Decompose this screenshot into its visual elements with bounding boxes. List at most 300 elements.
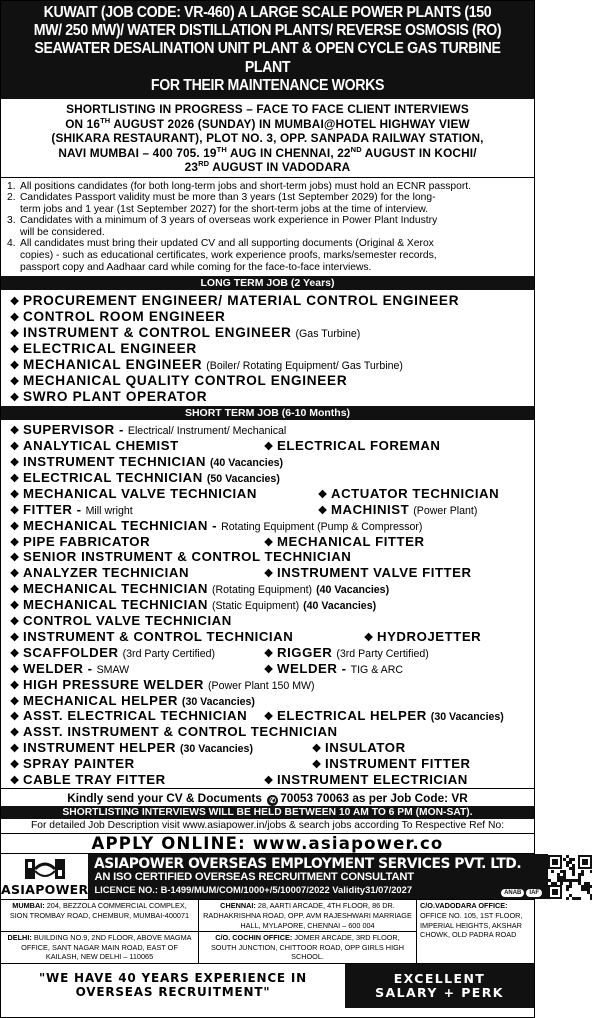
job-detail: (3rd Party Certified) — [336, 647, 429, 660]
qr-module — [566, 888, 569, 891]
certification-badges — [501, 889, 542, 897]
job-detail: (Power Plant 150 MW) — [208, 679, 315, 692]
job-item — [9, 661, 129, 676]
text-fragment: NAVI MUMBAI – 400 705. 19 — [58, 145, 217, 160]
job-title: FITTER - — [23, 501, 82, 517]
job-title: INSTRUMENT VALVE FITTER — [277, 565, 472, 581]
job-row — [9, 341, 528, 357]
diamond-bullet-icon: ❖ — [263, 647, 274, 660]
qr-module — [578, 882, 581, 885]
job-item — [9, 309, 226, 324]
diamond-bullet-icon: ❖ — [9, 376, 20, 389]
diamond-bullet-icon: ❖ — [9, 392, 20, 405]
office-delhi — [1, 932, 199, 964]
diamond-bullet-icon: ❖ — [9, 711, 20, 724]
job-row — [9, 438, 528, 454]
qr-module — [563, 870, 566, 873]
job-item — [9, 470, 280, 485]
long-term-heading: LONG TERM JOB (2 Years) — [1, 276, 534, 290]
notes-list — [1, 177, 534, 277]
qr-module — [569, 882, 572, 885]
qr-module — [572, 858, 575, 861]
quote-line: OVERSEAS RECRUITMENT" — [75, 984, 271, 999]
long-term-job-list — [1, 290, 534, 406]
qr-module — [548, 879, 551, 882]
job-title: MECHANICAL FITTER — [277, 533, 425, 549]
job-row — [9, 357, 528, 373]
diamond-bullet-icon: ❖ — [311, 743, 322, 756]
job-detail: (Rotating Equipment) — [211, 584, 313, 597]
job-row — [9, 692, 528, 708]
job-detail: (Power Plant) — [413, 504, 478, 517]
qr-module — [560, 870, 563, 873]
job-row — [9, 549, 528, 565]
job-title: INSULATOR — [325, 740, 406, 756]
office-address: 28, AARTI ARCADE, 4TH FLOOR, 86 DR. RADHAKRISHNA ROAD, OPP. AVM RAJESHWARI MARRIAGE HALL, MYLAPORE, CHENNAI – 600 004 — [203, 901, 412, 930]
job-item — [9, 325, 360, 340]
job-item — [9, 518, 422, 533]
qr-module — [551, 870, 554, 873]
job-item — [9, 740, 253, 755]
office-label: CHENNAI: — [220, 901, 256, 911]
job-item — [9, 373, 347, 388]
diamond-bullet-icon: ❖ — [263, 441, 274, 454]
job-item — [9, 724, 338, 739]
job-title: SENIOR INSTRUMENT & CONTROL TECHNICIAN — [23, 549, 352, 565]
job-detail: (40 Vacancies) — [209, 457, 284, 470]
job-item — [9, 756, 135, 771]
job-row — [9, 470, 528, 486]
logo-wordmark: ASIAPOWER — [1, 881, 89, 897]
qr-module — [560, 879, 563, 882]
job-title: INSTRUMENT TECHNICIAN — [23, 454, 206, 470]
office-label: C/O. COCHIN OFFICE: — [215, 933, 293, 943]
diamond-bullet-icon: ❖ — [9, 520, 20, 533]
job-title: CABLE TRAY FITTER — [23, 771, 166, 787]
job-detail: (30 Vacancies) — [179, 743, 253, 756]
qr-module — [569, 867, 572, 870]
shortlisting-line: SHORTLISTING IN PROGRESS – FACE TO FACE CLIENT INTERVIEWS — [66, 102, 469, 117]
qr-module — [563, 873, 566, 876]
diamond-bullet-icon: ❖ — [263, 536, 274, 549]
diamond-bullet-icon: ❖ — [363, 631, 374, 644]
job-title: INSTRUMENT & CONTROL TECHNICIAN — [23, 628, 294, 644]
diamond-bullet-icon: ❖ — [9, 360, 20, 373]
job-item — [263, 645, 429, 660]
job-title: INSTRUMENT HELPER — [23, 740, 176, 756]
job-title: MECHANICAL VALVE TECHNICIAN — [23, 485, 257, 501]
job-title: HYDROJETTER — [377, 628, 482, 644]
superscript: RD — [198, 159, 210, 169]
job-vacancies: (40 Vacancies) — [316, 584, 390, 597]
job-title: MECHANICAL TECHNICIAN - — [23, 517, 218, 533]
job-detail: Electrical/ Instrument/ Mechanical — [127, 425, 287, 438]
job-row — [9, 708, 528, 724]
diamond-bullet-icon: ❖ — [9, 663, 20, 676]
qr-module — [578, 876, 581, 879]
job-row — [9, 756, 528, 772]
office-address: OFFICE NO. 105, 1ST FLOOR, IMPERIAL HEIGHTS, AKSHAR CHOWK, OLD PADRA ROAD — [420, 911, 523, 940]
note-line: Candidates Passport validity must be more than 3 years (1st September 2029) for the long- — [20, 192, 436, 204]
job-item — [9, 613, 232, 628]
diamond-bullet-icon: ❖ — [9, 457, 20, 470]
qr-module — [581, 870, 584, 873]
job-item — [9, 438, 179, 453]
text-fragment: AUGUST IN KOCHI/ — [361, 145, 477, 160]
qr-module — [566, 885, 569, 888]
qr-module — [575, 879, 578, 882]
note-line: term jobs and 1 year (1st September 2027) for the short-term jobs at the time of interview. — [20, 203, 429, 215]
job-title: ELECTRICAL ENGINEER — [23, 341, 197, 357]
diamond-bullet-icon: ❖ — [9, 727, 20, 740]
diamond-bullet-icon: ❖ — [9, 647, 20, 660]
company-band — [88, 854, 548, 899]
licence-number: LICENCE NO.: B-1499/MUM/COM/1000+/5/10007/2022 Validity31/07/2027 — [94, 884, 413, 896]
salary-line: SALARY + PERK — [375, 984, 504, 1000]
qr-code-icon — [548, 855, 592, 899]
diamond-bullet-icon: ❖ — [9, 584, 20, 597]
job-title: INSTRUMENT FITTER — [325, 756, 471, 772]
job-item — [263, 534, 425, 549]
note-line: will be considered. — [20, 226, 105, 238]
note-line: Candidates with a minimum of 3 years of overseas work experience in Power Plant Industry — [20, 215, 438, 227]
job-detail: (3rd Party Certified) — [122, 647, 216, 660]
qr-module — [566, 879, 569, 882]
qr-module — [557, 873, 560, 876]
job-title: RIGGER — [277, 644, 333, 660]
job-item — [9, 677, 315, 692]
superscript: TH — [100, 115, 111, 125]
job-title: ELECTRICAL FOREMAN — [277, 438, 441, 454]
job-row — [9, 533, 528, 549]
office-vadodara — [417, 900, 534, 964]
job-item — [9, 549, 351, 564]
qr-module — [560, 876, 563, 879]
text-fragment: ON 16 — [65, 116, 101, 131]
job-item — [263, 438, 441, 453]
note-item — [7, 238, 528, 273]
short-term-heading: SHORT TERM JOB (6-10 Months) — [1, 406, 534, 420]
job-item — [9, 581, 389, 596]
job-row — [9, 373, 528, 389]
qr-module — [575, 897, 578, 900]
send-cv-line — [1, 789, 534, 806]
job-item — [317, 486, 499, 501]
job-row — [9, 517, 528, 533]
job-detail: (30 Vacancies) — [430, 711, 504, 724]
job-title: SCAFFOLDER — [23, 644, 119, 660]
diamond-bullet-icon: ❖ — [317, 488, 328, 501]
note-number: 3. — [7, 215, 16, 227]
shortlisting-line — [5, 146, 530, 161]
job-row — [9, 613, 528, 629]
job-row — [9, 308, 528, 324]
header-line: MW/ 250 MW)/ WATER DISTILLATION PLANTS/ REVERSE OSMOSIS (RO) — [33, 22, 502, 40]
qr-module — [587, 888, 590, 891]
qr-module — [552, 889, 558, 895]
job-detail: (Boiler/ Rotating Equipment/ Gas Turbine) — [206, 360, 403, 373]
whatsapp-icon: ✆ — [267, 795, 278, 806]
diamond-bullet-icon: ❖ — [263, 568, 274, 581]
job-row — [9, 292, 528, 308]
qr-module — [552, 859, 558, 865]
office-address: BUILDING NO.9, 2ND FLOOR, ABOVE MAGMA OFFICE, SANT NAGAR MAIN ROAD, EAST OF KAILASH, NEW DELHI – 110065 — [21, 933, 192, 962]
company-logo — [1, 854, 88, 899]
qr-module — [566, 897, 569, 900]
diamond-bullet-icon: ❖ — [263, 774, 274, 787]
company-name: ASIAPOWER OVERSEAS EMPLOYMENT SERVICES PVT. LTD. — [94, 855, 522, 873]
diamond-bullet-icon: ❖ — [9, 774, 20, 787]
job-title: ASST. INSTRUMENT & CONTROL TECHNICIAN — [23, 724, 338, 740]
job-row — [9, 581, 528, 597]
qr-module — [557, 876, 560, 879]
job-title: SWRO PLANT OPERATOR — [23, 389, 208, 405]
header-line: SEAWATER DESALINATION UNIT PLANT & OPEN CYCLE GAS TURBINE PLANT — [34, 40, 501, 76]
job-item — [9, 534, 150, 549]
whatsapp-number[interactable]: 70053 70063 as per Job Code: VR — [280, 791, 468, 806]
job-item — [9, 708, 247, 723]
shortlisting-line: (SHIKARA RESTAURANT), PLOT NO. 3, OPP. SANPADA RAILWAY STATION, — [51, 131, 484, 146]
qr-module — [569, 894, 572, 897]
iaf-badge: IAF — [526, 889, 542, 897]
qr-module — [572, 864, 575, 867]
job-row — [9, 597, 528, 613]
job-item — [9, 629, 293, 644]
job-detail: (50 Vacancies) — [206, 473, 280, 486]
quote-line: "WE HAVE 40 YEARS EXPERIENCE IN — [38, 971, 308, 986]
job-title: PROCUREMENT ENGINEER/ MATERIAL CONTROL ENGINEER — [23, 292, 460, 308]
job-row — [9, 422, 528, 438]
job-item — [311, 740, 406, 755]
diamond-bullet-icon: ❖ — [9, 536, 20, 549]
qr-module — [563, 876, 566, 879]
qr-module — [587, 882, 590, 885]
qr-module — [566, 861, 569, 864]
job-title: CONTROL ROOM ENGINEER — [23, 308, 226, 324]
job-item — [317, 502, 477, 517]
diamond-bullet-icon: ❖ — [9, 344, 20, 357]
note-number: 1. — [7, 180, 16, 192]
job-title: MACHINIST — [331, 501, 410, 517]
job-item — [9, 486, 257, 501]
qr-module — [563, 858, 566, 861]
header-line: KUWAIT (JOB CODE: VR-460) A LARGE SCALE POWER PLANTS (150 — [43, 4, 492, 21]
send-cv-text: Kindly send your CV & Documents — [67, 791, 262, 806]
job-title: HIGH PRESSURE WELDER — [23, 676, 204, 692]
job-row — [9, 629, 528, 645]
qr-module — [569, 858, 572, 861]
job-title: MECHANICAL TECHNICIAN — [23, 581, 208, 597]
office-address: JOMER ARCADE, 3RD FLOOR, SOUTH JUNCTION, CHITTOOR ROAD, OPP GIRLS HIGH SCHOOL. — [210, 933, 405, 962]
qr-module — [587, 891, 590, 894]
job-detail: Rotating Equipment (Pump & Compressor) — [221, 520, 423, 533]
note-text — [20, 238, 437, 273]
job-title: INSTRUMENT & CONTROL ENGINEER — [23, 325, 292, 340]
company-tagline: AN ISO CERTIFIED OVERSEAS RECRUITMENT CONSULTANT — [94, 871, 414, 884]
job-detail: (30 Vacancies) — [181, 695, 255, 708]
qr-module — [569, 879, 572, 882]
job-title: MECHANICAL ENGINEER — [23, 357, 203, 373]
job-row — [9, 660, 528, 676]
qr-module — [572, 867, 575, 870]
footer — [1, 964, 534, 1008]
job-title: SPRAY PAINTER — [23, 756, 135, 772]
diamond-bullet-icon: ❖ — [9, 295, 20, 308]
qr-module — [581, 888, 584, 891]
job-item — [263, 772, 468, 787]
note-text — [20, 181, 471, 193]
diamond-bullet-icon: ❖ — [263, 663, 274, 676]
job-row — [9, 565, 528, 581]
diamond-bullet-icon: ❖ — [311, 759, 322, 772]
job-title: MECHANICAL TECHNICIAN — [23, 597, 208, 613]
qr-module — [572, 870, 575, 873]
qr-module — [563, 879, 566, 882]
diamond-bullet-icon: ❖ — [9, 441, 20, 454]
job-row — [9, 389, 528, 405]
job-title: WELDER - — [23, 660, 93, 676]
note-number: 2. — [7, 192, 16, 204]
job-description-link[interactable]: For detailed Job Description visit www.asiapower.in/jobs & search jobs according To Respective Ref No: — [1, 819, 534, 834]
qr-module — [581, 873, 584, 876]
job-title: CONTROL VALVE TECHNICIAN — [23, 613, 232, 629]
office-chennai — [199, 900, 417, 932]
job-detail: Mill wright — [85, 504, 133, 517]
diamond-bullet-icon: ❖ — [9, 759, 20, 772]
qr-module — [578, 873, 581, 876]
diamond-bullet-icon: ❖ — [9, 600, 20, 613]
qr-code[interactable] — [548, 854, 592, 899]
note-item — [7, 192, 528, 215]
job-title: WELDER - — [277, 660, 347, 676]
note-line: All positions candidates (for both long-term jobs and short-term jobs) must hold an ECNR passport. — [20, 180, 471, 192]
office-label: MUMBAI: — [12, 901, 45, 911]
job-item — [9, 502, 133, 517]
job-row — [9, 724, 528, 740]
header-line: FOR THEIR MAINTENANCE WORKS — [150, 76, 385, 94]
qr-module — [587, 885, 590, 888]
qr-module — [578, 897, 581, 900]
qr-module — [582, 859, 588, 865]
job-title: SUPERVISOR - — [23, 422, 124, 438]
job-detail: SMAW — [96, 663, 130, 676]
diamond-bullet-icon: ❖ — [9, 631, 20, 644]
note-item — [7, 181, 528, 193]
diamond-bullet-icon: ❖ — [9, 328, 20, 340]
asiapower-logo-icon — [23, 857, 67, 881]
company-block — [1, 854, 540, 900]
qr-module — [581, 885, 584, 888]
superscript: TH — [216, 144, 227, 154]
office-addresses — [1, 900, 534, 964]
job-item — [9, 693, 255, 708]
job-title: PIPE FABRICATOR — [23, 533, 151, 549]
job-item — [263, 661, 403, 676]
qr-module — [584, 888, 587, 891]
apply-online-link[interactable]: APPLY ONLINE: www.asiapower.co — [1, 834, 534, 854]
qr-module — [584, 882, 587, 885]
qr-module — [569, 885, 572, 888]
job-item — [9, 772, 166, 787]
job-item — [9, 454, 283, 469]
experience-quote — [1, 964, 345, 1008]
job-row — [9, 644, 528, 660]
job-title: ACTUATOR TECHNICIAN — [331, 485, 500, 501]
job-item — [263, 708, 504, 723]
job-item — [311, 756, 471, 771]
job-item — [263, 565, 472, 580]
note-text — [20, 215, 437, 238]
qr-module — [569, 861, 572, 864]
diamond-bullet-icon: ❖ — [9, 473, 20, 486]
job-item — [9, 645, 215, 660]
note-line: copies) - such as educational certificates, work experience proofs, marks/semester records, — [20, 250, 437, 262]
shortlisting-line — [5, 117, 530, 132]
qr-module — [566, 864, 569, 867]
note-text — [20, 192, 436, 215]
diamond-bullet-icon: ❖ — [263, 711, 274, 724]
note-item — [7, 215, 528, 238]
job-item — [363, 629, 481, 644]
job-title: ELECTRICAL HELPER — [277, 708, 427, 724]
header-banner — [1, 1, 534, 99]
diamond-bullet-icon: ❖ — [9, 425, 20, 438]
salary-line: EXCELLENT — [393, 970, 486, 986]
qr-module — [584, 885, 587, 888]
office-mumbai — [1, 900, 199, 932]
job-row — [9, 740, 528, 756]
text-fragment: AUGUST IN VADODARA — [209, 160, 351, 175]
text-fragment: AUGUST 2026 (SUNDAY) IN MUMBAI@HOTEL HIGHWAY VIEW — [110, 116, 470, 131]
job-title: ANALYZER TECHNICIAN — [23, 565, 190, 581]
job-item — [9, 357, 403, 372]
qr-module — [572, 873, 575, 876]
qr-module — [578, 879, 581, 882]
note-number: 4. — [7, 238, 16, 250]
job-title: INSTRUMENT ELECTRICIAN — [277, 771, 468, 787]
shortlisting-line — [5, 160, 530, 175]
text-fragment: AUG IN CHENNAI, 22 — [226, 145, 351, 160]
office-cochin — [199, 932, 417, 964]
job-row — [9, 485, 528, 501]
qr-module — [566, 855, 569, 858]
office-label: C/O.VADODARA OFFICE: — [420, 901, 508, 911]
job-vacancies: (40 Vacancies) — [303, 600, 377, 613]
anab-badge: ANAB — [501, 889, 524, 897]
qr-module — [572, 897, 575, 900]
diamond-bullet-icon: ❖ — [9, 616, 20, 629]
office-label: DELHI: — [7, 933, 32, 943]
job-row — [9, 454, 528, 470]
diamond-bullet-icon: ❖ — [9, 504, 20, 517]
job-title: ANALYTICAL CHEMIST — [23, 438, 179, 454]
diamond-bullet-icon: ❖ — [9, 695, 20, 708]
job-row — [9, 772, 528, 788]
qr-module — [557, 879, 560, 882]
call-to-action — [1, 788, 534, 854]
qr-module — [560, 882, 563, 885]
diamond-bullet-icon: ❖ — [9, 552, 20, 565]
diamond-bullet-icon: ❖ — [317, 504, 328, 517]
job-item — [9, 341, 197, 356]
job-row — [9, 501, 528, 517]
qr-module — [554, 882, 557, 885]
job-item — [9, 389, 207, 404]
note-line: All candidates must bring their updated CV and all supporting documents (Original & Xerox — [20, 238, 434, 250]
text-fragment: 23 — [184, 160, 199, 175]
job-title: ASST. ELECTRICAL TECHNICIAN — [23, 708, 248, 724]
job-detail: (Gas Turbine) — [295, 328, 361, 340]
